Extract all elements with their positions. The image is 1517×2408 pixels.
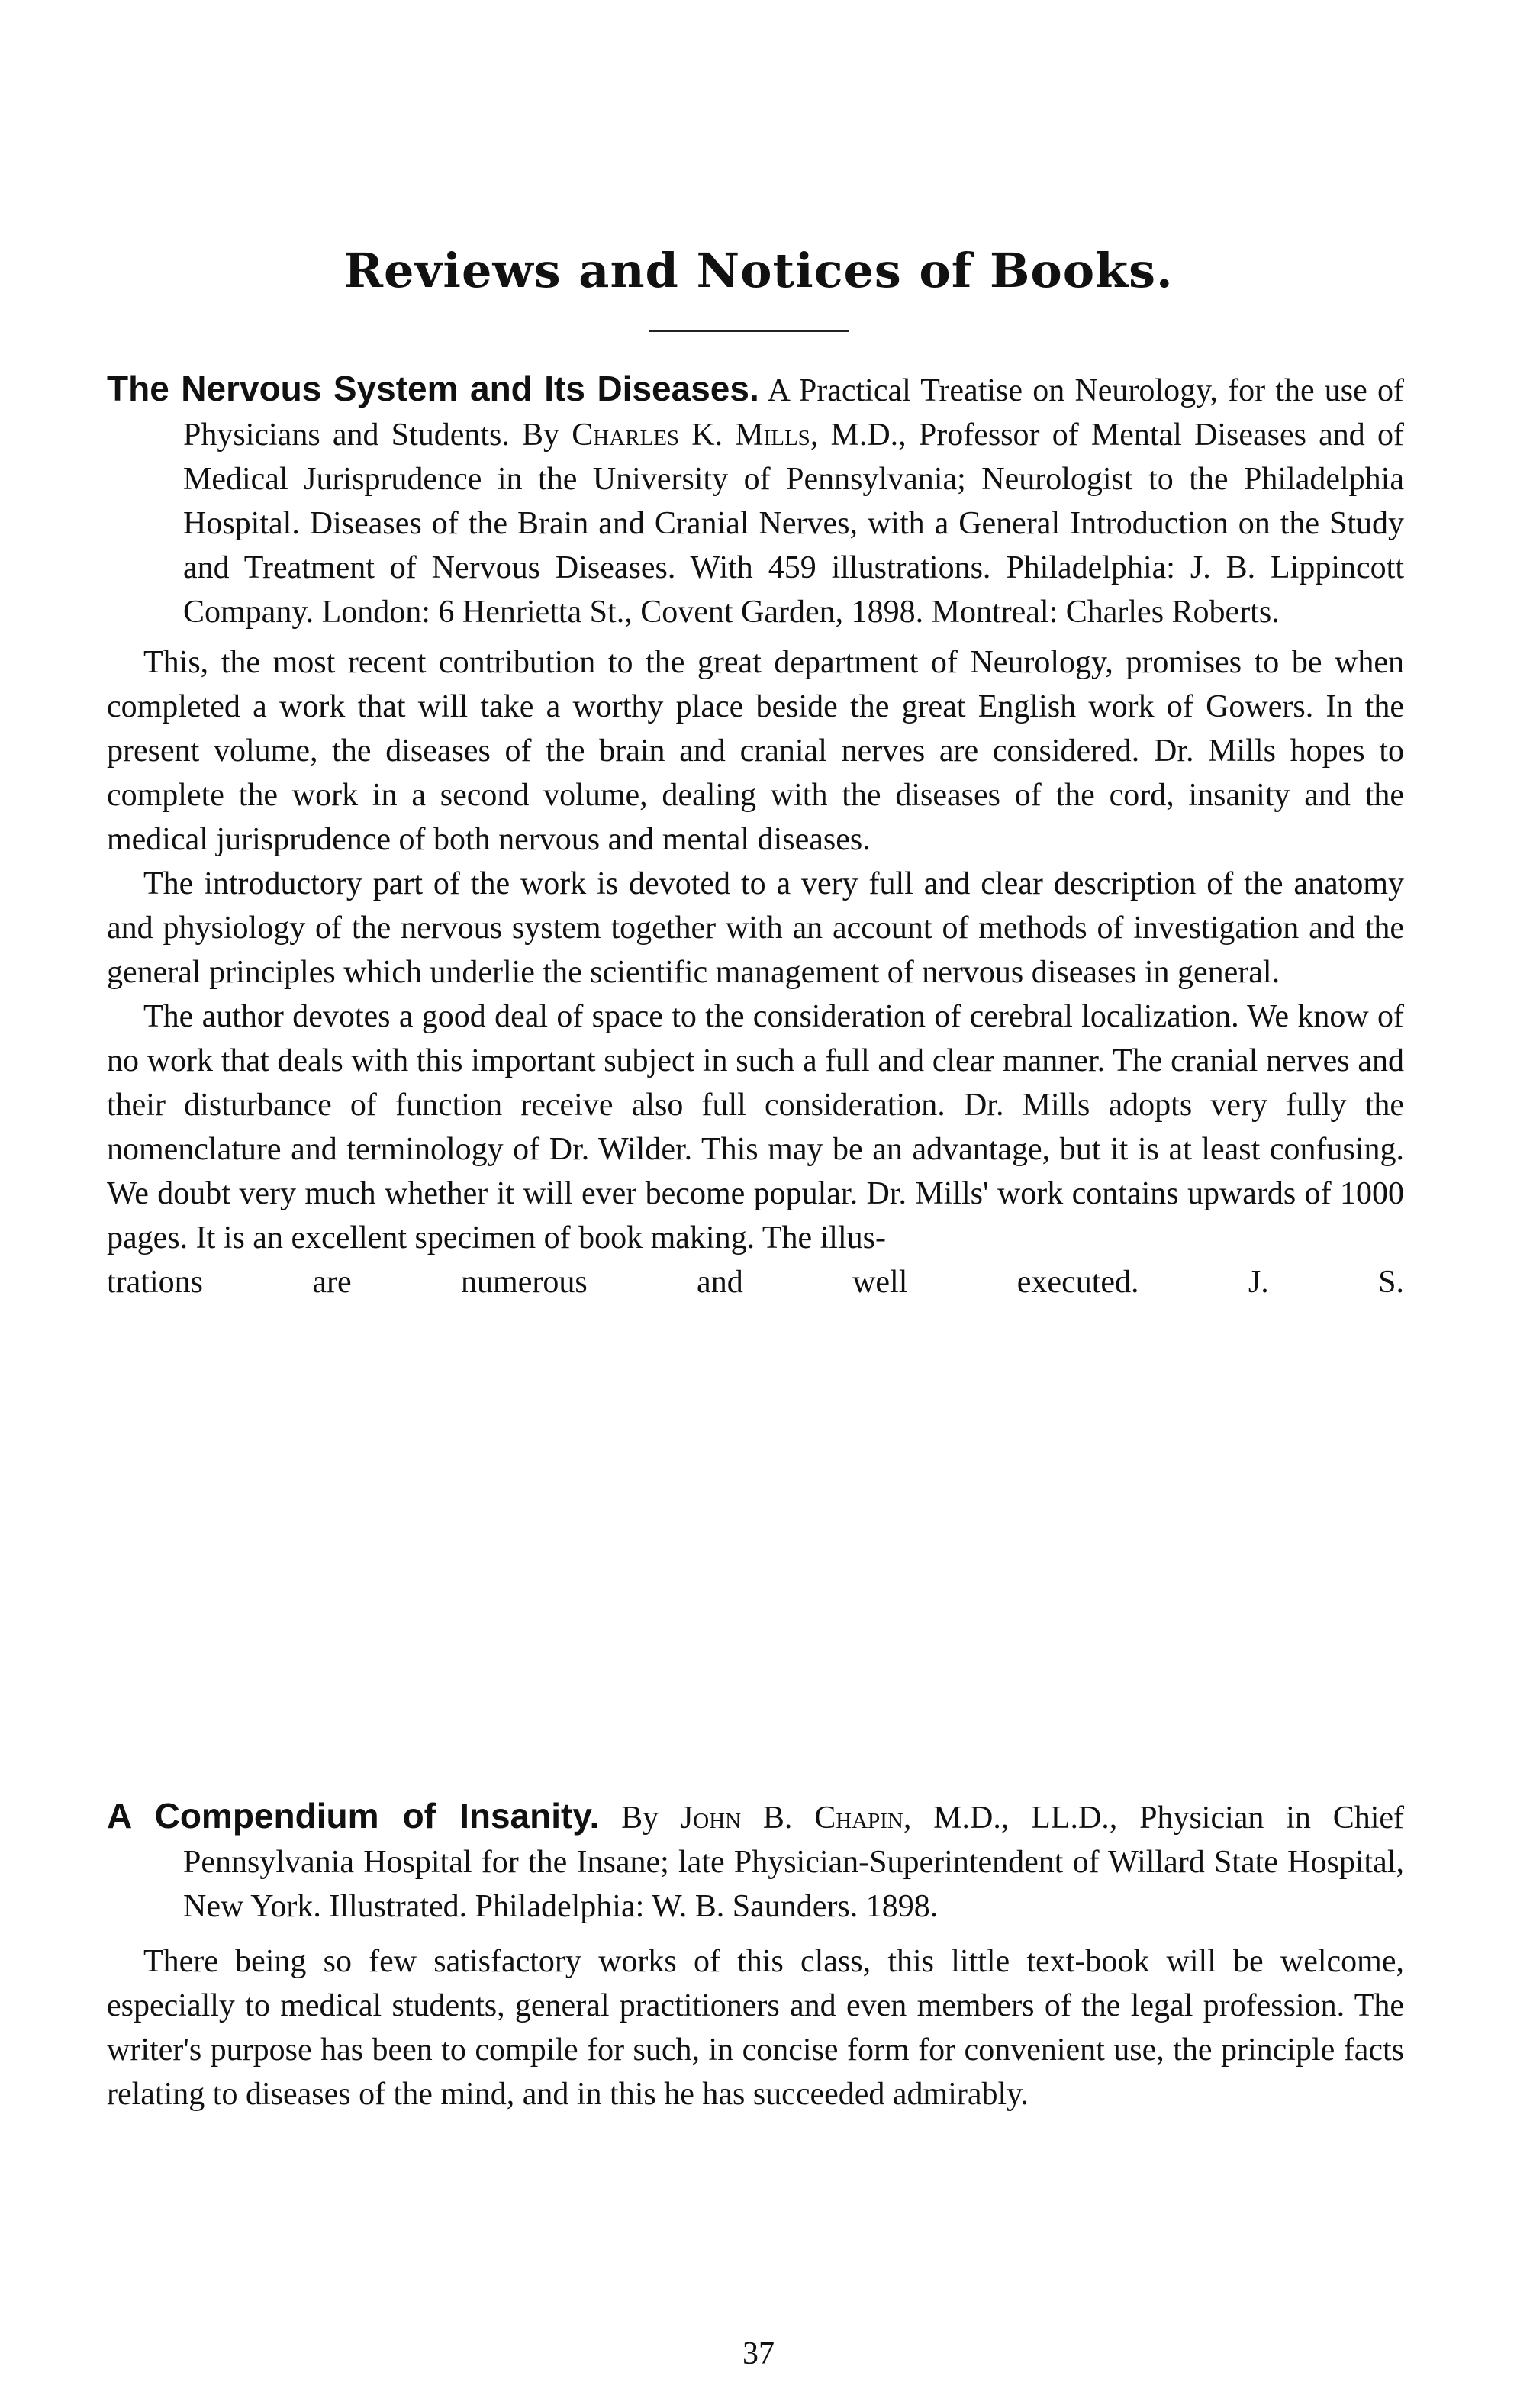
review-compendium-insanity: [107, 1794, 1404, 2116]
citation-text: A Practical Treatise on Neurology, for the use of Physicians and Students. By: [183, 373, 1404, 453]
section-header: Reviews and Notices of Books.: [343, 243, 1174, 298]
review-citation: [107, 1794, 1404, 1929]
review-citation: [107, 366, 1404, 634]
review-paragraph: There being so few satisfactory works of this class, this little text-book will be welcome, especially to medical students, general practitioners and even members of the legal profession. The writer's purpose has been to compile for such, in concise form for convenient use, the principle facts relating to diseases of the mind, and in this he has succeeded admirably.: [107, 1944, 1404, 2112]
review-nervous-system: [107, 366, 1404, 1304]
book-title: A Compendium of Insanity.: [107, 1796, 600, 1836]
header-rule: [649, 330, 849, 332]
review-paragraph: The introductory part of the work is devoted to a very full and clear description of the anatomy and physiology of the nervous system together with an account of methods of investigation and the general principles which underlie the scientific management of nervous diseases in general.: [107, 866, 1404, 990]
citation-text: By: [599, 1800, 681, 1836]
closing-text: trations are numerous and well executed.: [107, 1265, 1139, 1300]
book-title: The Nervous System and Its Diseases.: [107, 369, 759, 408]
review-paragraph: The author devotes a good deal of space to the consideration of cerebral localization. We know of no work that deals with this important subject in such a full and clear manner. The cranial nerves and their disturbance of function receive also full consideration. Dr. Mills adopts very fully the nomenclature and terminology of Dr. Wilder. This may be an advantage, but it is at least confusing. We doubt very much whether it will ever become popular. Dr. Mills' work contains upwards of 1000 pages. It is an excellent specimen of book making. The illus-: [107, 999, 1404, 1256]
citation-text: , M.D., LL.D., Physician in Chief Pennsylvania Hospital for the Insane; late Physician-Superintendent of Willard State Hospital, New York. Illustrated. Philadelphia: W. B. Saunders. 1898.: [183, 1800, 1405, 1924]
review-body: [107, 1939, 1404, 2116]
review-paragraph: This, the most recent contribution to the great department of Neurology, promises to be when completed a work that will take a worthy place beside the great English work of Gowers. In the present volume, the diseases of the brain and cranial nerves are considered. Dr. Mills hopes to complete the work in a second volume, dealing with the diseases of the cord, insanity and the medical jurisprudence of both nervous and mental diseases.: [107, 645, 1404, 857]
citation-text: , M.D., Professor of Mental Diseases and of Medical Jurisprudence in the University of Pennsylvania; Neurologist to the Philadelphia Hospital. Diseases of the Brain and Cranial Nerves, with a General Introduction on the Study and Treatment of Nervous Diseases. With 459 illustrations. Philadelphia: J. B. Lippincott Company. London: 6 Henrietta St., Covent Garden, 1898. Montreal: Charles Roberts.: [183, 417, 1404, 630]
reviewer-signature: J. S.: [1248, 1265, 1405, 1300]
review-closing-line: [107, 1260, 1404, 1304]
review-body: [107, 640, 1404, 1304]
author-name: Charles K. Mills: [572, 417, 810, 453]
author-name: John B. Chapin: [680, 1800, 903, 1836]
page-number: 37: [742, 2336, 775, 2371]
